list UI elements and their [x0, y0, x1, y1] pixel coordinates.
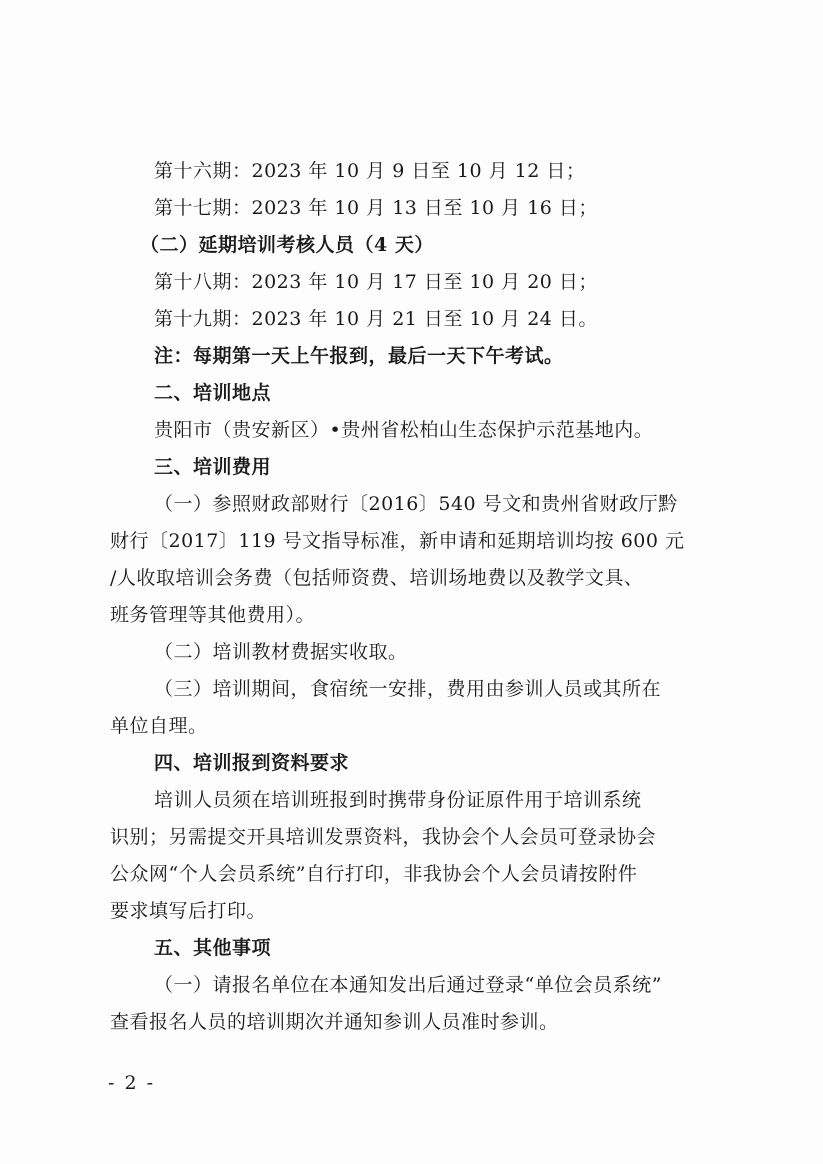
subheading-extension-training: （二）延期培训考核人员（4 天） [140, 234, 434, 256]
section-heading-fees: 三、培训费用 [154, 456, 272, 478]
schedule-line-19: 第十九期：2023 年 10 月 21 日至 10 月 24 日。 [154, 308, 598, 330]
schedule-line-16: 第十六期：2023 年 10 月 9 日至 10 月 12 日； [154, 160, 586, 182]
page-number: - 2 - [108, 1072, 156, 1094]
schedule-line-17: 第十七期：2023 年 10 月 13 日至 10 月 16 日； [154, 197, 598, 219]
fees-paragraph-3-line-2: 单位自理。 [110, 715, 208, 737]
schedule-line-18: 第十八期：2023 年 10 月 17 日至 10 月 20 日； [154, 271, 598, 293]
fees-paragraph-3-line-1: （三）培训期间，食宿统一安排，费用由参训人员或其所在 [154, 678, 662, 700]
registration-line-1: 培训人员须在培训班报到时携带身份证原件用于培训系统 [154, 789, 642, 811]
document-body [110, 153, 730, 1041]
other-line-1: （一）请报名单位在本通知发出后通过登录“单位会员系统” [154, 974, 662, 996]
registration-line-3: 公众网“个人会员系统”自行打印，非我协会个人会员请按附件 [110, 863, 638, 885]
registration-line-2: 识别；另需提交开具培训发票资料，我协会个人会员可登录协会 [110, 826, 657, 848]
fees-paragraph-2: （二）培训教材费据实收取。 [154, 641, 408, 663]
location-text: 贵阳市（贵安新区）•贵州省松柏山生态保护示范基地内。 [154, 419, 654, 441]
fees-paragraph-1-line-1: （一）参照财政部财行〔2016〕540 号文和贵州省财政厅黔 [154, 493, 678, 515]
fees-paragraph-1-line-2: 财行〔2017〕119 号文指导标准，新申请和延期培训均按 600 元 [110, 530, 685, 552]
section-heading-other: 五、其他事项 [154, 937, 272, 959]
fees-paragraph-1-line-3: /人收取培训会务费（包括师资费、培训场地费以及教学文具、 [110, 567, 644, 589]
section-heading-location: 二、培训地点 [154, 382, 272, 404]
registration-line-4: 要求填写后打印。 [110, 900, 267, 922]
fees-paragraph-1-line-4: 班务管理等其他费用）。 [110, 604, 316, 626]
other-line-2: 查看报名人员的培训期次并通知参训人员准时参训。 [110, 1011, 559, 1033]
schedule-note: 注：每期第一天上午报到，最后一天下午考试。 [154, 345, 564, 367]
section-heading-registration: 四、培训报到资料要求 [154, 752, 350, 774]
